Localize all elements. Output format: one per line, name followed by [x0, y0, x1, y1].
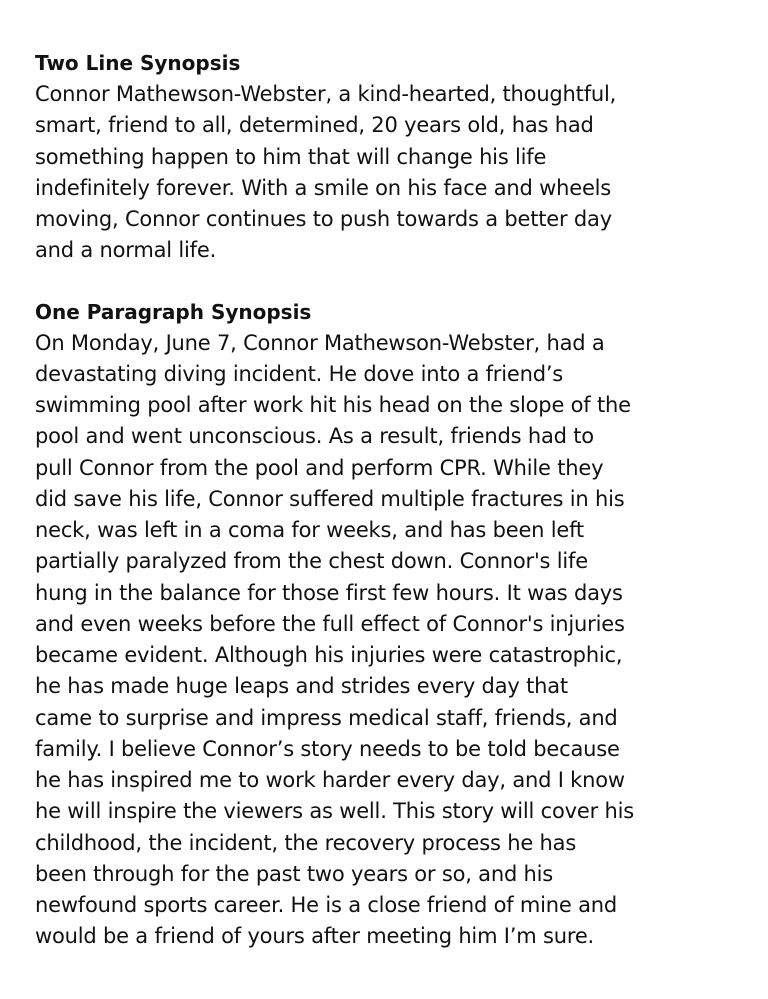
- paragraph-line: he will inspire the viewers as well. This story will cover his: [35, 799, 634, 824]
- document-body: [35, 48, 735, 953]
- one-paragraph-synopsis-section: [35, 297, 735, 953]
- paragraph-line: and even weeks before the full effect of Connor's injuries: [35, 611, 625, 636]
- paragraph-line: Connor Mathewson-Webster, a kind-hearted, thoughtful,: [35, 82, 617, 106]
- paragraph-line: moving, Connor continues to push towards a better day: [35, 207, 612, 231]
- paragraph-line: would be a friend of yours after meeting him I’m sure.: [35, 924, 595, 949]
- paragraph-line: childhood, the incident, the recovery process he has: [35, 830, 577, 855]
- section-heading: One Paragraph Synopsis: [35, 299, 312, 324]
- paragraph-line: he has inspired me to work harder every day, and I know: [35, 768, 625, 792]
- paragraph-line: did save his life, Connor suffered multiple fractures in his: [35, 486, 625, 511]
- paragraph-line: swimming pool after work hit his head on the slope of the: [35, 393, 631, 417]
- paragraph-line: smart, friend to all, determined, 20 years old, has had: [35, 113, 594, 138]
- paragraph-line: family. I believe Connor’s story needs to be told because: [35, 736, 620, 761]
- section-heading: Two Line Synopsis: [35, 51, 241, 75]
- paragraph-line: and a normal life.: [35, 238, 217, 263]
- paragraph-line: something happen to him that will change his life: [35, 144, 547, 169]
- paragraph-line: hung in the balance for those first few hours. It was days: [35, 580, 623, 605]
- paragraph-line: became evident. Although his injuries were catastrophic,: [35, 643, 623, 667]
- paragraph-line: came to surprise and impress medical staff, friends, and: [35, 705, 618, 730]
- two-line-synopsis-section: [35, 48, 735, 267]
- paragraph-line: devastating diving incident. He dove into a friend’s: [35, 361, 564, 386]
- paragraph-line: partially paralyzed from the chest down. Connor's life: [35, 549, 588, 574]
- paragraph-line: neck, was left in a coma for weeks, and has been left: [35, 518, 584, 542]
- paragraph-line: pool and went unconscious. As a result, friends had to: [35, 424, 594, 449]
- paragraph-line: newfound sports career. He is a close friend of mine and: [35, 893, 618, 917]
- section-spacer: [35, 267, 735, 297]
- synopsis-paragraph: [35, 328, 735, 953]
- synopsis-paragraph: [35, 79, 735, 267]
- paragraph-line: he has made huge leaps and strides every day that: [35, 674, 568, 699]
- paragraph-line: been through for the past two years or so, and his: [35, 861, 554, 886]
- paragraph-line: On Monday, June 7, Connor Mathewson-Webster, had a: [35, 330, 605, 355]
- paragraph-line: indefinitely forever. With a smile on his face and wheels: [35, 175, 612, 200]
- paragraph-line: pull Connor from the pool and perform CPR. While they: [35, 455, 604, 480]
